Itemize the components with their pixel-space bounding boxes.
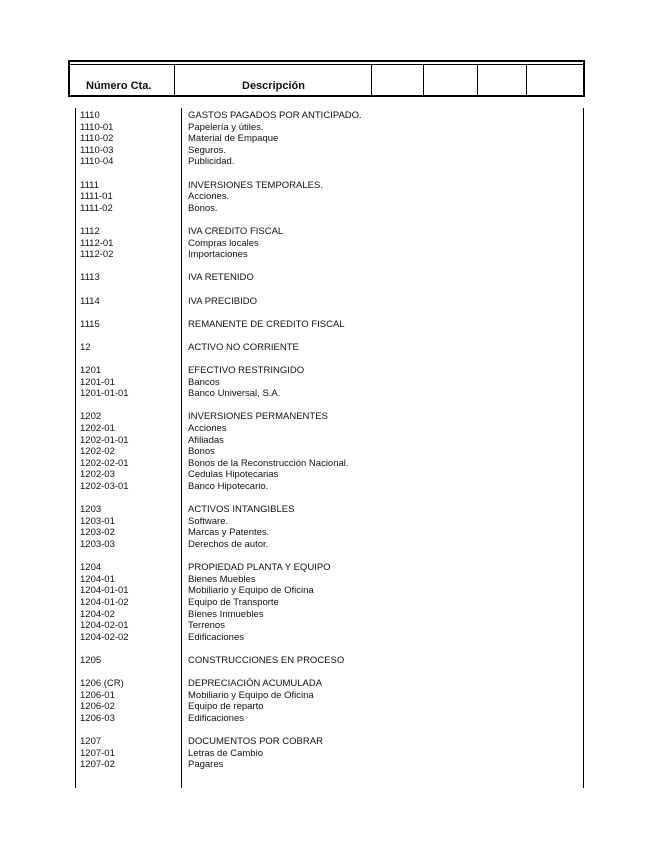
account-number: 1206-03 bbox=[80, 712, 115, 724]
account-number: 1204-02-01 bbox=[80, 620, 129, 632]
account-number: 1207-01 bbox=[80, 747, 115, 759]
account-number: 1113 bbox=[80, 272, 100, 284]
account-number: 1204-02-02 bbox=[80, 631, 129, 643]
account-number: 1114 bbox=[80, 295, 100, 307]
account-description: Acciones bbox=[188, 423, 227, 435]
account-number: 1204-01-02 bbox=[80, 596, 129, 608]
account-description: Publicidad. bbox=[188, 156, 235, 168]
account-group bbox=[80, 562, 580, 643]
account-description: Papelería y útiles. bbox=[188, 121, 264, 133]
account-row bbox=[80, 446, 580, 458]
header-bottom-rule bbox=[68, 95, 585, 97]
account-row bbox=[80, 180, 580, 192]
account-group bbox=[80, 180, 580, 215]
account-description: IVA RETENIDO bbox=[188, 272, 254, 284]
account-description: Mobiliario y Equipo de Oficina bbox=[188, 689, 314, 701]
account-row bbox=[80, 469, 580, 481]
account-row bbox=[80, 249, 580, 261]
account-number: 1201-01-01 bbox=[80, 388, 129, 400]
header-col-divider-3 bbox=[423, 64, 424, 97]
account-description: IVA CREDITO FISCAL bbox=[188, 225, 284, 237]
account-group bbox=[80, 296, 580, 308]
account-description: Edificaciones bbox=[188, 712, 244, 724]
account-row bbox=[80, 655, 580, 667]
account-number: 1202-03-01 bbox=[80, 481, 129, 492]
account-row bbox=[80, 759, 580, 771]
account-description: Terrenos bbox=[188, 620, 225, 632]
account-description: Derechos de autor. bbox=[188, 538, 269, 550]
account-group bbox=[80, 736, 580, 771]
account-number: 1112-02 bbox=[80, 249, 114, 261]
header-col-divider-1 bbox=[174, 64, 175, 97]
column-header-account-number: Número Cta. bbox=[86, 80, 152, 92]
account-row bbox=[80, 319, 580, 331]
account-row bbox=[80, 481, 580, 493]
header-top-inner-rule bbox=[68, 64, 585, 65]
account-group bbox=[80, 678, 580, 724]
header-top-rule bbox=[68, 60, 585, 62]
account-number: 1203-01 bbox=[80, 515, 115, 527]
account-description: ACTIVO NO CORRIENTE bbox=[188, 341, 299, 353]
account-description: INVERSIONES TEMPORALES. bbox=[188, 179, 323, 191]
account-group bbox=[80, 504, 580, 550]
account-row bbox=[80, 133, 580, 145]
header-col-divider-4 bbox=[477, 64, 478, 97]
account-description: Marcas y Patentes. bbox=[188, 527, 270, 539]
account-description: Bienes Inmuebles bbox=[188, 608, 264, 620]
account-row bbox=[80, 527, 580, 539]
account-number: 1202-02 bbox=[80, 446, 115, 458]
account-row bbox=[80, 296, 580, 308]
account-group bbox=[80, 365, 580, 400]
account-row bbox=[80, 238, 580, 250]
account-number: 1110-04 bbox=[80, 156, 114, 168]
account-number: 1202-01-01 bbox=[80, 434, 129, 446]
account-row bbox=[80, 203, 580, 215]
account-group bbox=[80, 272, 580, 284]
account-row bbox=[80, 191, 580, 203]
account-row bbox=[80, 609, 580, 621]
account-group bbox=[80, 110, 580, 168]
account-description: DEPRECIACIÓN ACUMULADA bbox=[188, 678, 323, 690]
account-description: PROPIEDAD PLANTA Y EQUIPO bbox=[188, 562, 331, 574]
account-number: 1204-01-01 bbox=[80, 585, 129, 597]
account-description: Letras de Cambio bbox=[188, 747, 263, 759]
account-number: 1205 bbox=[80, 654, 102, 666]
column-header-description: Descripción bbox=[242, 80, 305, 92]
account-description: ACTIVOS INTANGIBLES bbox=[188, 504, 295, 516]
account-description: Afiliadas bbox=[188, 434, 224, 446]
account-row bbox=[80, 272, 580, 284]
account-number: 1207 bbox=[80, 736, 102, 748]
account-description: Pagares bbox=[188, 759, 224, 771]
account-row bbox=[80, 690, 580, 702]
account-row bbox=[80, 678, 580, 690]
account-row bbox=[80, 748, 580, 760]
account-row bbox=[80, 585, 580, 597]
account-number: 1115 bbox=[80, 318, 100, 330]
account-description: Compras locales bbox=[188, 237, 259, 249]
account-description: EFECTIVO RESTRINGIDO bbox=[188, 365, 305, 377]
account-number: 1111-02 bbox=[80, 202, 113, 214]
account-number: 1207-02 bbox=[80, 759, 115, 771]
account-listing bbox=[80, 110, 580, 782]
account-description: INVERSIONES PERMANENTES bbox=[188, 411, 328, 423]
account-description: Cedulas Hipotecarias bbox=[188, 469, 279, 481]
account-row bbox=[80, 632, 580, 644]
account-row bbox=[80, 539, 580, 551]
header-col-divider-2 bbox=[371, 64, 372, 97]
account-row bbox=[80, 516, 580, 528]
account-number: 1204 bbox=[80, 562, 102, 574]
account-description: Bonos bbox=[188, 446, 215, 458]
account-description: DOCUMENTOS POR COBRAR bbox=[188, 736, 323, 748]
account-group bbox=[80, 411, 580, 492]
account-number: 1206 (CR) bbox=[80, 678, 124, 690]
account-description: Software. bbox=[188, 515, 229, 527]
account-row bbox=[80, 562, 580, 574]
account-row bbox=[80, 377, 580, 389]
account-number: 1202 bbox=[80, 411, 102, 423]
account-row bbox=[80, 342, 580, 354]
header-left-border bbox=[68, 60, 70, 97]
account-row bbox=[80, 458, 580, 470]
account-number: 1203-02 bbox=[80, 527, 115, 539]
account-description: Banco Hipotecario. bbox=[188, 481, 269, 492]
account-group bbox=[80, 342, 580, 354]
account-row bbox=[80, 365, 580, 377]
account-number: 1203 bbox=[80, 504, 102, 516]
account-number: 1110-03 bbox=[80, 144, 114, 156]
account-description: Bienes Muebles bbox=[188, 573, 256, 585]
account-number: 1202-01 bbox=[80, 423, 115, 435]
header-col-divider-5 bbox=[526, 64, 527, 97]
account-number: 1111 bbox=[80, 179, 100, 191]
account-number: 1112-01 bbox=[80, 237, 114, 249]
account-number: 1206-01 bbox=[80, 689, 115, 701]
account-number: 1202-03 bbox=[80, 469, 115, 481]
account-number: 1201-01 bbox=[80, 376, 115, 388]
account-row bbox=[80, 110, 580, 122]
account-description: Edificaciones bbox=[188, 631, 244, 643]
account-description: Seguros. bbox=[188, 144, 227, 156]
account-group bbox=[80, 226, 580, 261]
account-row bbox=[80, 620, 580, 632]
account-row bbox=[80, 388, 580, 400]
account-number: 1202-02-01 bbox=[80, 457, 129, 469]
account-row bbox=[80, 156, 580, 168]
account-number: 1204-02 bbox=[80, 608, 115, 620]
account-description: REMANENTE DE CREDITO FISCAL bbox=[188, 318, 345, 330]
account-group bbox=[80, 319, 580, 331]
account-number: 1112 bbox=[80, 225, 100, 237]
account-row bbox=[80, 504, 580, 516]
account-row bbox=[80, 423, 580, 435]
account-description: Mobiliario y Equipo de Oficina bbox=[188, 585, 314, 597]
account-row bbox=[80, 574, 580, 586]
account-description: Bonos de la Reconstrucción Nacional. bbox=[188, 457, 349, 469]
account-row bbox=[80, 597, 580, 609]
account-description: Material de Empaque bbox=[188, 133, 279, 145]
account-number: 1203-03 bbox=[80, 538, 115, 550]
account-number: 1110 bbox=[80, 110, 100, 121]
account-row bbox=[80, 713, 580, 725]
account-description: GASTOS PAGADOS POR ANTICIPADO. bbox=[188, 110, 362, 121]
account-row bbox=[80, 736, 580, 748]
account-row bbox=[80, 226, 580, 238]
account-description: IVA PRECIBIDO bbox=[188, 295, 257, 307]
account-description: Bancos bbox=[188, 376, 220, 388]
account-row bbox=[80, 701, 580, 713]
account-description: Importaciones bbox=[188, 249, 248, 261]
account-number: 1111-01 bbox=[80, 191, 113, 203]
account-group bbox=[80, 655, 580, 667]
account-description: Banco Universal, S.A. bbox=[188, 388, 281, 400]
header-right-border bbox=[583, 60, 585, 97]
account-number: 1206-02 bbox=[80, 701, 115, 713]
account-description: Equipo de Transporte bbox=[188, 596, 279, 608]
account-number: 1110-01 bbox=[80, 121, 114, 133]
account-row bbox=[80, 435, 580, 447]
body-left-border bbox=[75, 108, 76, 788]
account-row bbox=[80, 411, 580, 423]
account-number: 1201 bbox=[80, 365, 102, 377]
account-number: 1110-02 bbox=[80, 133, 114, 145]
account-description: CONSTRUCCIONES EN PROCESO bbox=[188, 654, 345, 666]
account-number: 12 bbox=[80, 341, 91, 353]
body-right-border bbox=[583, 108, 584, 788]
account-row bbox=[80, 122, 580, 134]
account-description: Acciones. bbox=[188, 191, 230, 203]
account-number: 1204-01 bbox=[80, 573, 115, 585]
account-description: Equipo de reparto bbox=[188, 701, 264, 713]
account-row bbox=[80, 145, 580, 157]
account-description: Bonos. bbox=[188, 202, 218, 214]
